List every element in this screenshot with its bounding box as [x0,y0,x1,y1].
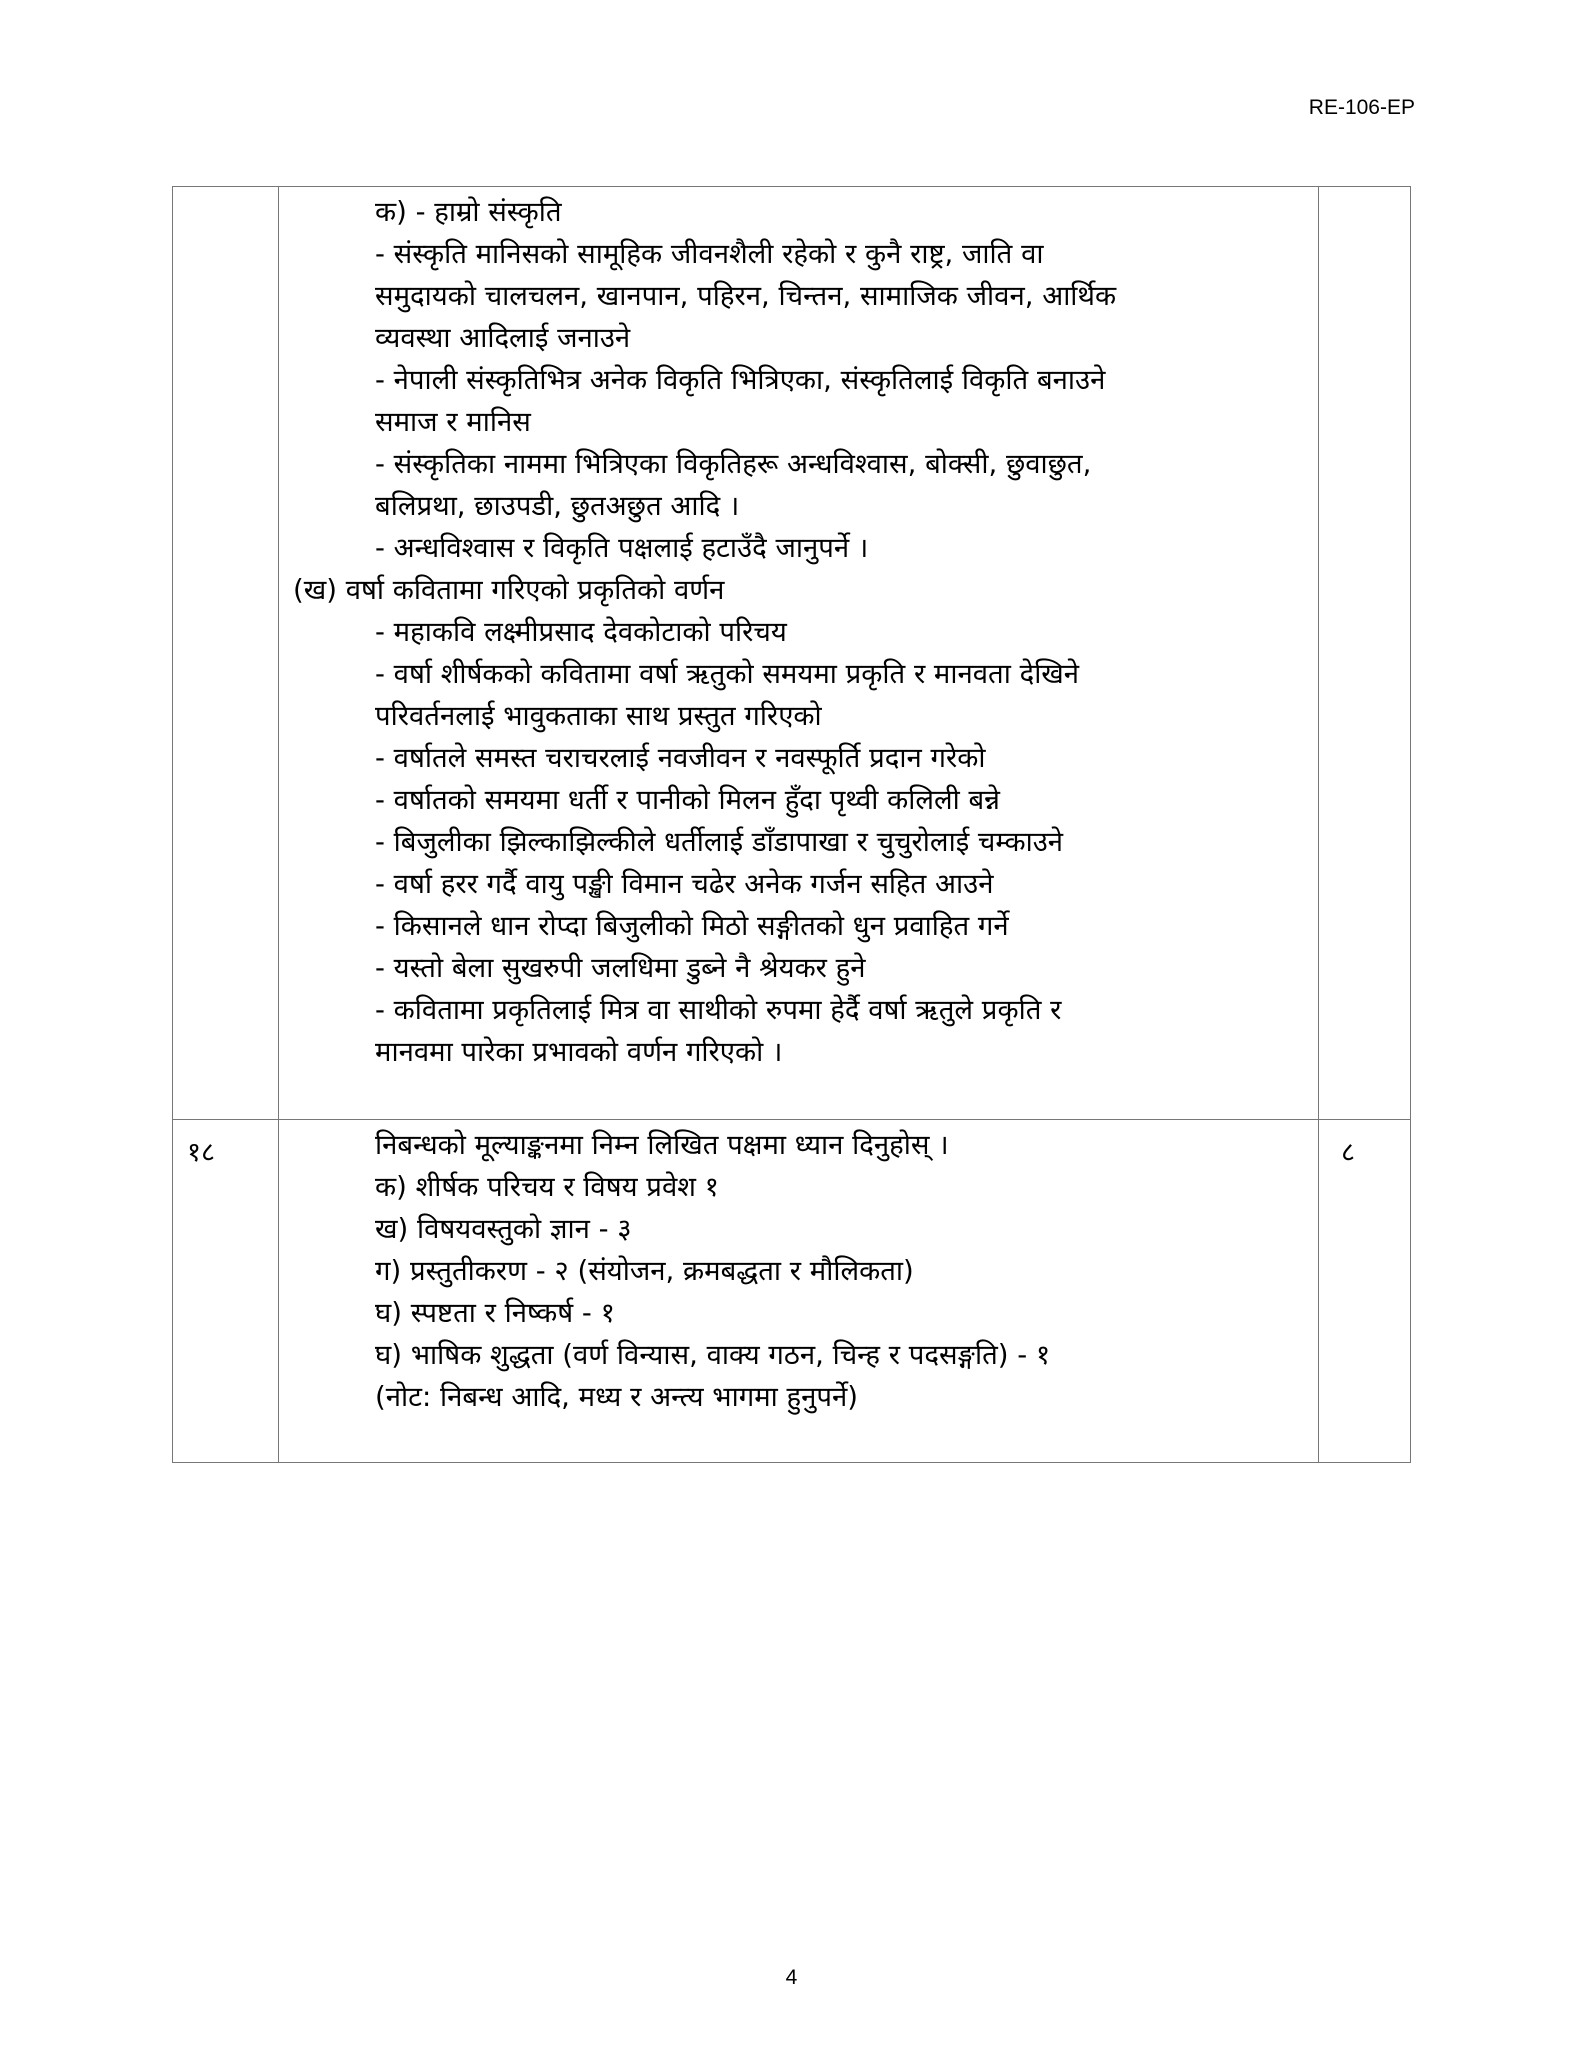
answer-line: क) शीर्षक परिचय र विषय प्रवेश १ [375,1171,719,1203]
question-number-cell: १८ [173,1120,279,1463]
answer-line: - यस्तो बेला सुखरुपी जलधिमा डुब्ने नै श्रेयकर हुने [375,952,866,984]
answer-line: - कवितामा प्रकृतिलाई मित्र वा साथीको रुपमा हेर्दै वर्षा ऋतुले प्रकृति र [375,994,1062,1026]
marking-scheme-table [172,186,1411,1463]
table-row [173,187,1411,1120]
answer-line: समुदायको चालचलन, खानपान, पहिरन, चिन्तन, सामाजिक जीवन, आर्थिक [375,280,1117,312]
answer-line: ख) विषयवस्तुको ज्ञान - ३ [375,1213,632,1245]
answer-line: घ) स्पष्टता र निष्कर्ष - १ [375,1297,615,1329]
document-code: RE-106-EP [1308,96,1415,119]
answer-content-cell [279,1120,1319,1463]
answer-line: क) - हाम्रो संस्कृति [375,196,562,228]
answer-line: निबन्धको मूल्याङ्कनमा निम्न लिखित पक्षमा ध्यान दिनुहोस् । [375,1129,949,1161]
answer-content-cell [279,187,1319,1120]
answer-line: ग) प्रस्तुतीकरण - २ (संयोजन, क्रमबद्धता र मौलिकता) [375,1255,914,1287]
answer-line: - संस्कृतिका नाममा भित्रिएका विकृतिहरू अन्धविश्वास, बोक्सी, छुवाछुत, [375,448,1092,480]
question-number-cell [173,187,279,1120]
table-row [173,1120,1411,1463]
answer-line: समाज र मानिस [375,406,531,438]
answer-line: - वर्षा शीर्षकको कवितामा वर्षा ऋतुको समयमा प्रकृति र मानवता देखिने [375,658,1080,690]
answer-line: परिवर्तनलाई भावुकताका साथ प्रस्तुत गरिएको [375,700,822,732]
answer-line: - नेपाली संस्कृतिभित्र अनेक विकृति भित्रिएका, संस्कृतिलाई विकृति बनाउने [375,364,1106,396]
answer-line: व्यवस्था आदिलाई जनाउने [375,322,631,354]
answer-line: - संस्कृति मानिसको सामूहिक जीवनशैली रहेको र कुनै राष्ट्र, जाति वा [375,238,1044,270]
marks-cell [1319,187,1411,1120]
answer-line: - वर्षातको समयमा धर्ती र पानीको मिलन हुँदा पृथ्वी कलिली बन्ने [375,784,1000,816]
answer-line: - वर्षातले समस्त चराचरलाई नवजीवन र नवस्फूर्ति प्रदान गरेको [375,742,986,774]
page-number: 4 [785,1966,798,1989]
answer-line: बलिप्रथा, छाउपडी, छुतअछुत आदि । [375,490,740,522]
answer-line: - महाकवि लक्ष्मीप्रसाद देवकोटाको परिचय [375,616,787,648]
answer-line: (नोट: निबन्ध आदि, मध्य र अन्त्य भागमा हुनुपर्ने) [375,1381,859,1413]
answer-line: घ) भाषिक शुद्धता (वर्ण विन्यास, वाक्य गठन, चिन्ह र पदसङ्गति) - १ [375,1339,1051,1371]
answer-line: मानवमा पारेका प्रभावको वर्णन गरिएको । [375,1036,783,1068]
answer-line: - वर्षा हरर गर्दै वायु पङ्खी विमान चढेर अनेक गर्जन सहित आउने [375,868,994,900]
answer-subheading: (ख) वर्षा कवितामा गरिएको प्रकृतिको वर्णन [293,574,725,606]
marks-cell: ८ [1319,1120,1411,1463]
answer-line: - किसानले धान रोप्दा बिजुलीको मिठो सङ्गीतको धुन प्रवाहित गर्ने [375,910,1009,942]
answer-line: - अन्धविश्वास र विकृति पक्षलाई हटाउँदै जानुपर्ने । [375,532,869,564]
answer-line: - बिजुलीका झिल्काझिल्कीले धर्तीलाई डाँडापाखा र चुचुरोलाई चम्काउने [375,826,1064,858]
